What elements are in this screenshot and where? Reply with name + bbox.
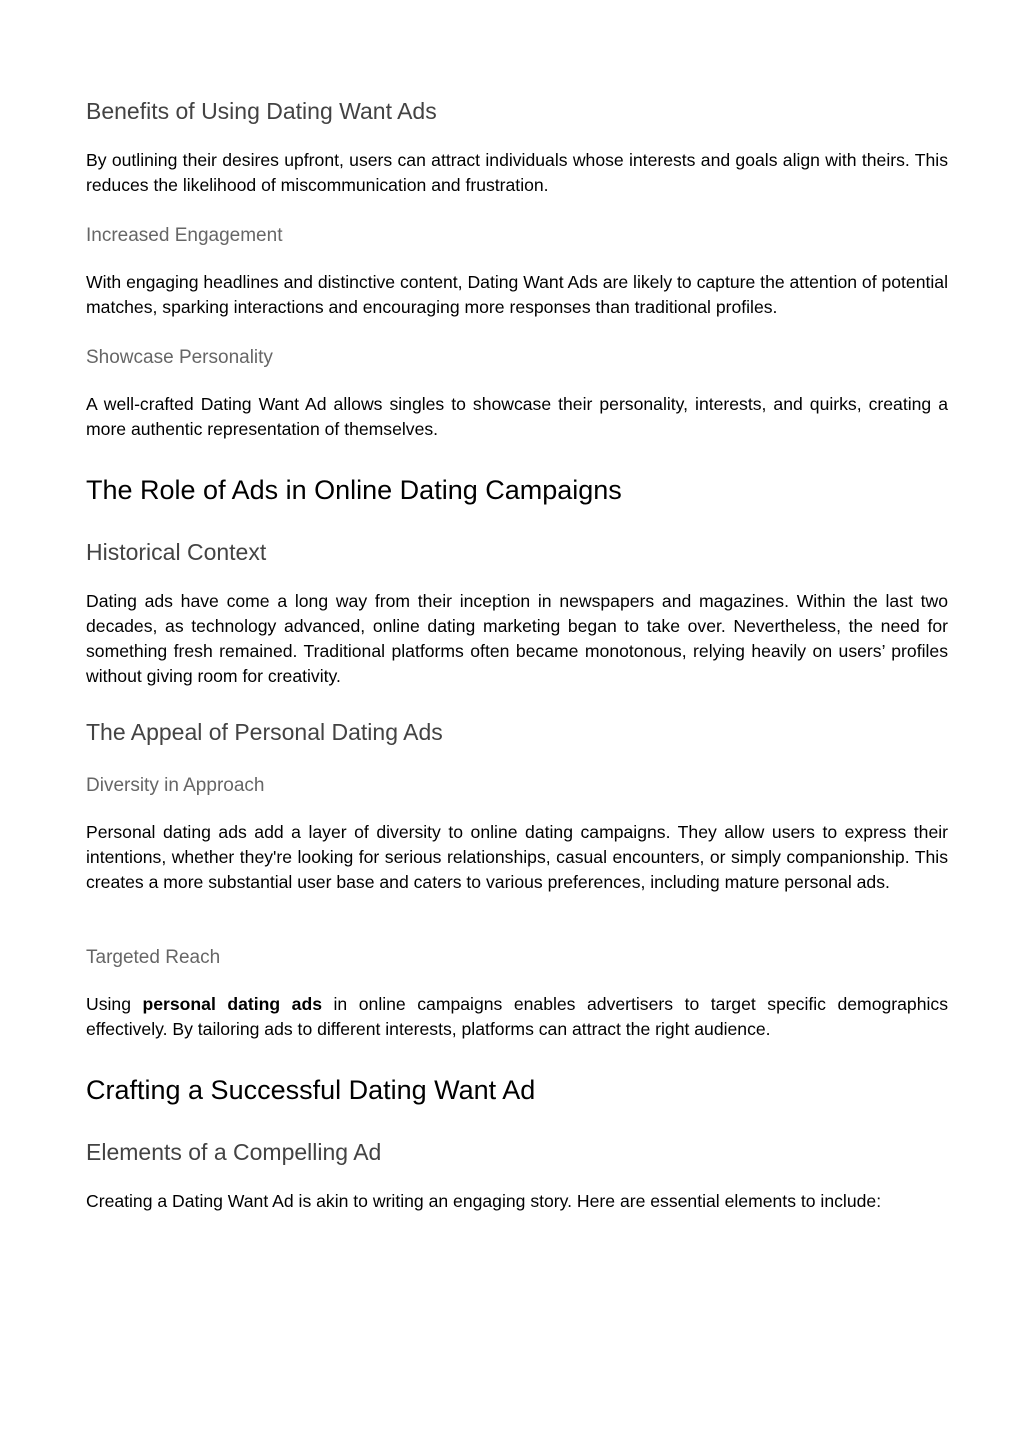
heading-crafting: Crafting a Successful Dating Want Ad — [86, 1075, 536, 1105]
paragraph-historical: Dating ads have come a long way from their inception in newspapers and magazines. Within the last two decades, as technology advanced, online dating marketing began to take over. Nevertheless, the need for something fresh remained. Traditional platforms often became monotonous, relying heavily on users’ profiles without giving room for creativity. — [86, 591, 948, 686]
heading-increased-engagement: Increased Engagement — [86, 225, 283, 246]
paragraph-elements: Creating a Dating Want Ad is akin to writing an engaging story. Here are essential elements to include: — [86, 1191, 882, 1211]
heading-showcase-personality: Showcase Personality — [86, 347, 273, 368]
heading-historical-context: Historical Context — [86, 539, 267, 565]
heading-benefits: Benefits of Using Dating Want Ads — [86, 98, 437, 124]
heading-appeal: The Appeal of Personal Dating Ads — [86, 719, 443, 745]
paragraph-engagement: With engaging headlines and distinctive content, Dating Want Ads are likely to capture the attention of potential matches, sparking interactions and encouraging more responses than traditional profiles. — [86, 272, 948, 317]
paragraph-personality: A well-crafted Dating Want Ad allows singles to showcase their personality, interests, and quirks, creating a more authentic representation of themselves. — [86, 394, 948, 439]
heading-targeted-reach: Targeted Reach — [86, 947, 221, 968]
paragraph-benefits: By outlining their desires upfront, users can attract individuals whose interests and goals align with theirs. This reduces the likelihood of miscommunication and frustration. — [86, 150, 948, 195]
paragraph-targeted-bold: personal dating ads — [142, 994, 322, 1014]
paragraph-targeted-post: in online campaigns enables advertisers to target specific demographics effectively. By tailoring ads to different interests, platforms can attract the right audience. — [86, 994, 948, 1039]
heading-role-of-ads: The Role of Ads in Online Dating Campaigns — [86, 475, 622, 505]
paragraph-diversity: Personal dating ads add a layer of diversity to online dating campaigns. They allow users to express their intentions, whether they're looking for serious relationships, casual encounters, or simply companionship. This creates a more substantial user base and caters to various preferences, including mature personal ads. — [86, 822, 948, 892]
paragraph-targeted — [86, 992, 948, 1042]
heading-diversity: Diversity in Approach — [86, 775, 265, 796]
paragraph-targeted-pre: Using — [86, 994, 143, 1014]
heading-elements: Elements of a Compelling Ad — [86, 1139, 382, 1165]
